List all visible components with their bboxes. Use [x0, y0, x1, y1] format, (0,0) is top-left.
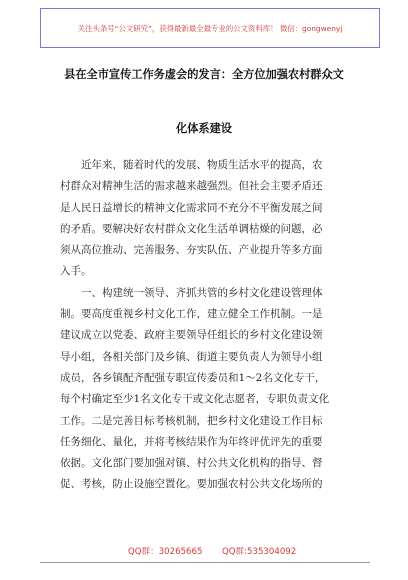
body-line: 任务细化、量化，并将考核结果作为年终评优评先的重要 [60, 435, 323, 448]
body-line: 是人民日益增长的精神文化需求同不充分不平衡发展之间 [60, 201, 323, 214]
body-line: 一、构建统一领导、齐抓共管的乡村文化建设管理体 [81, 286, 323, 299]
body-line: 每个村确定至少1名文化专干或文化志愿者，专职负责文化 [60, 393, 330, 406]
body-line: 须从高位推动、完善服务、夯实队伍、产业提升等多方面 [60, 244, 323, 257]
body-line: 入手。 [60, 265, 92, 278]
body-line: 建议成立以党委、政府主要领导任组长的乡村文化建设领 [60, 329, 323, 342]
body-line: 的矛盾。要解决好农村群众文化生活单调枯燥的问题，必 [60, 222, 323, 235]
footer-qq-group-2: QQ群:535304092 [222, 547, 297, 557]
body-line: 村群众对精神生活的需求越来越强烈。但社会主要矛盾还 [60, 180, 323, 193]
body-line: 促、考核，防止设施空置化。要加强农村公共文化场所的 [60, 478, 323, 491]
document-title-line-2: 化体系建设 [176, 122, 232, 135]
document-title-line-1: 县在全市宣传工作务虚会的发言：全方位加强农村群众文 [64, 68, 344, 81]
header-banner [40, 8, 380, 48]
document-body [60, 155, 360, 496]
body-line: 制。要高度重视乡村文化工作，建立健全工作机制。一是 [60, 308, 323, 321]
footer-divider [40, 562, 370, 563]
body-line: 工作。二是完善目标考核机制，把乡村文化建设工作目标 [60, 414, 323, 427]
footer-qq-group-1: QQ群：30265665 [128, 547, 203, 557]
body-line: 近年来，随着时代的发展、物质生活水平的提高，农 [81, 159, 323, 171]
body-line: 依据。文化部门要加强对镇、村公共文化机构的指导、督 [60, 457, 323, 470]
body-line: 导小组，各相关部门及乡镇、街道主要负责人为领导小组 [60, 350, 323, 363]
body-line: 成员，各乡镇配齐配强专职宣传委员和1～2名文化专干， [60, 371, 326, 384]
header-banner-text: 关注头条号“公文研究”，获得最新最全最专业的公文资料库！ 微信：gongwenyj [77, 23, 343, 33]
page-footer [0, 540, 408, 562]
